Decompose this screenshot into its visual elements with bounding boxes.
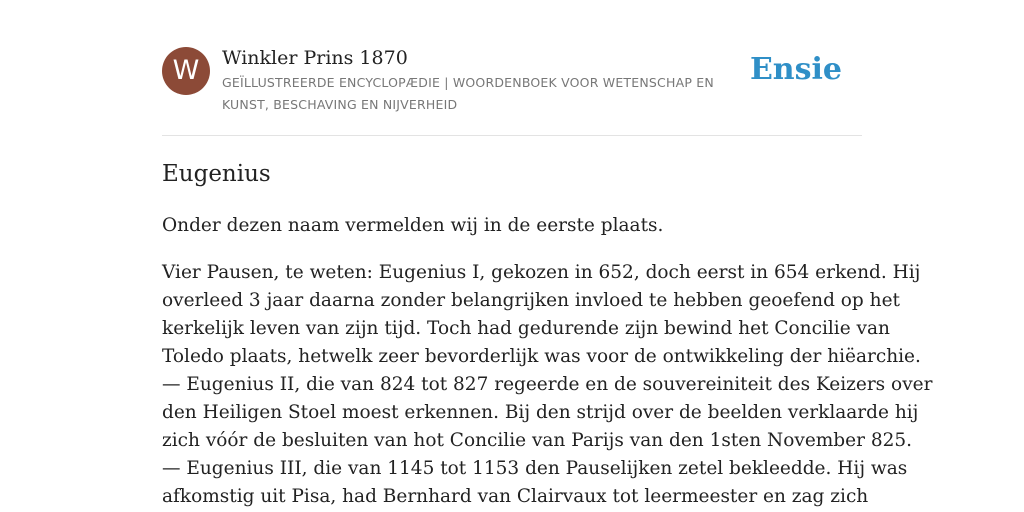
source-header — [162, 44, 862, 136]
source-title[interactable]: Winkler Prins 1870 — [222, 47, 408, 69]
paragraph-line: Onder dezen naam vermelden wij in de eerste plaats. — [162, 215, 664, 236]
entry-title: Eugenius — [162, 161, 271, 187]
entry-paragraph-2 — [162, 259, 933, 511]
ensie-logo[interactable]: Ensie — [749, 52, 842, 87]
header-divider — [162, 135, 862, 136]
paragraph-line: afkomstig uit Pisa, had Bernhard van Clairvaux tot leermeester en zag zich — [162, 486, 869, 507]
paragraph-line: kerkelijk leven van zijn tijd. Toch had gedurende zijn bewind het Concilie van — [162, 318, 890, 339]
paragraph-line: Toledo plaats, hetwelk zeer bevorderlijk was voor de ontwikkeling der hiëarchie. — [162, 346, 921, 367]
paragraph-line: Vier Pausen, te weten: Eugenius I, gekozen in 652, doch eerst in 654 erkend. Hij — [162, 262, 921, 283]
source-subtitle: GEÏLLUSTREERDE ENCYCLOPÆDIE | WOORDENBOEK VOOR WETENSCHAP EN KUNST, BESCHAVING EN NIJVERHEID — [222, 75, 714, 112]
paragraph-line: zich vóór de besluiten van hot Concilie van Parijs van den 1sten November 825. — [162, 430, 913, 451]
paragraph-line: den Heiligen Stoel moest erkennen. Bij den strijd over de beelden verklaarde hij — [162, 402, 919, 423]
paragraph-line: overleed 3 jaar daarna zonder belangrijken invloed te hebben geoefend op het — [162, 290, 900, 311]
paragraph-line: — Eugenius II, die van 824 tot 827 regeerde en de souvereiniteit des Keizers over — [162, 374, 933, 395]
entry-paragraph-1 — [162, 212, 862, 240]
source-avatar[interactable]: W — [162, 47, 210, 95]
paragraph-line: — Eugenius III, die van 1145 tot 1153 den Pauselijken zetel bekleedde. Hij was — [162, 458, 908, 479]
